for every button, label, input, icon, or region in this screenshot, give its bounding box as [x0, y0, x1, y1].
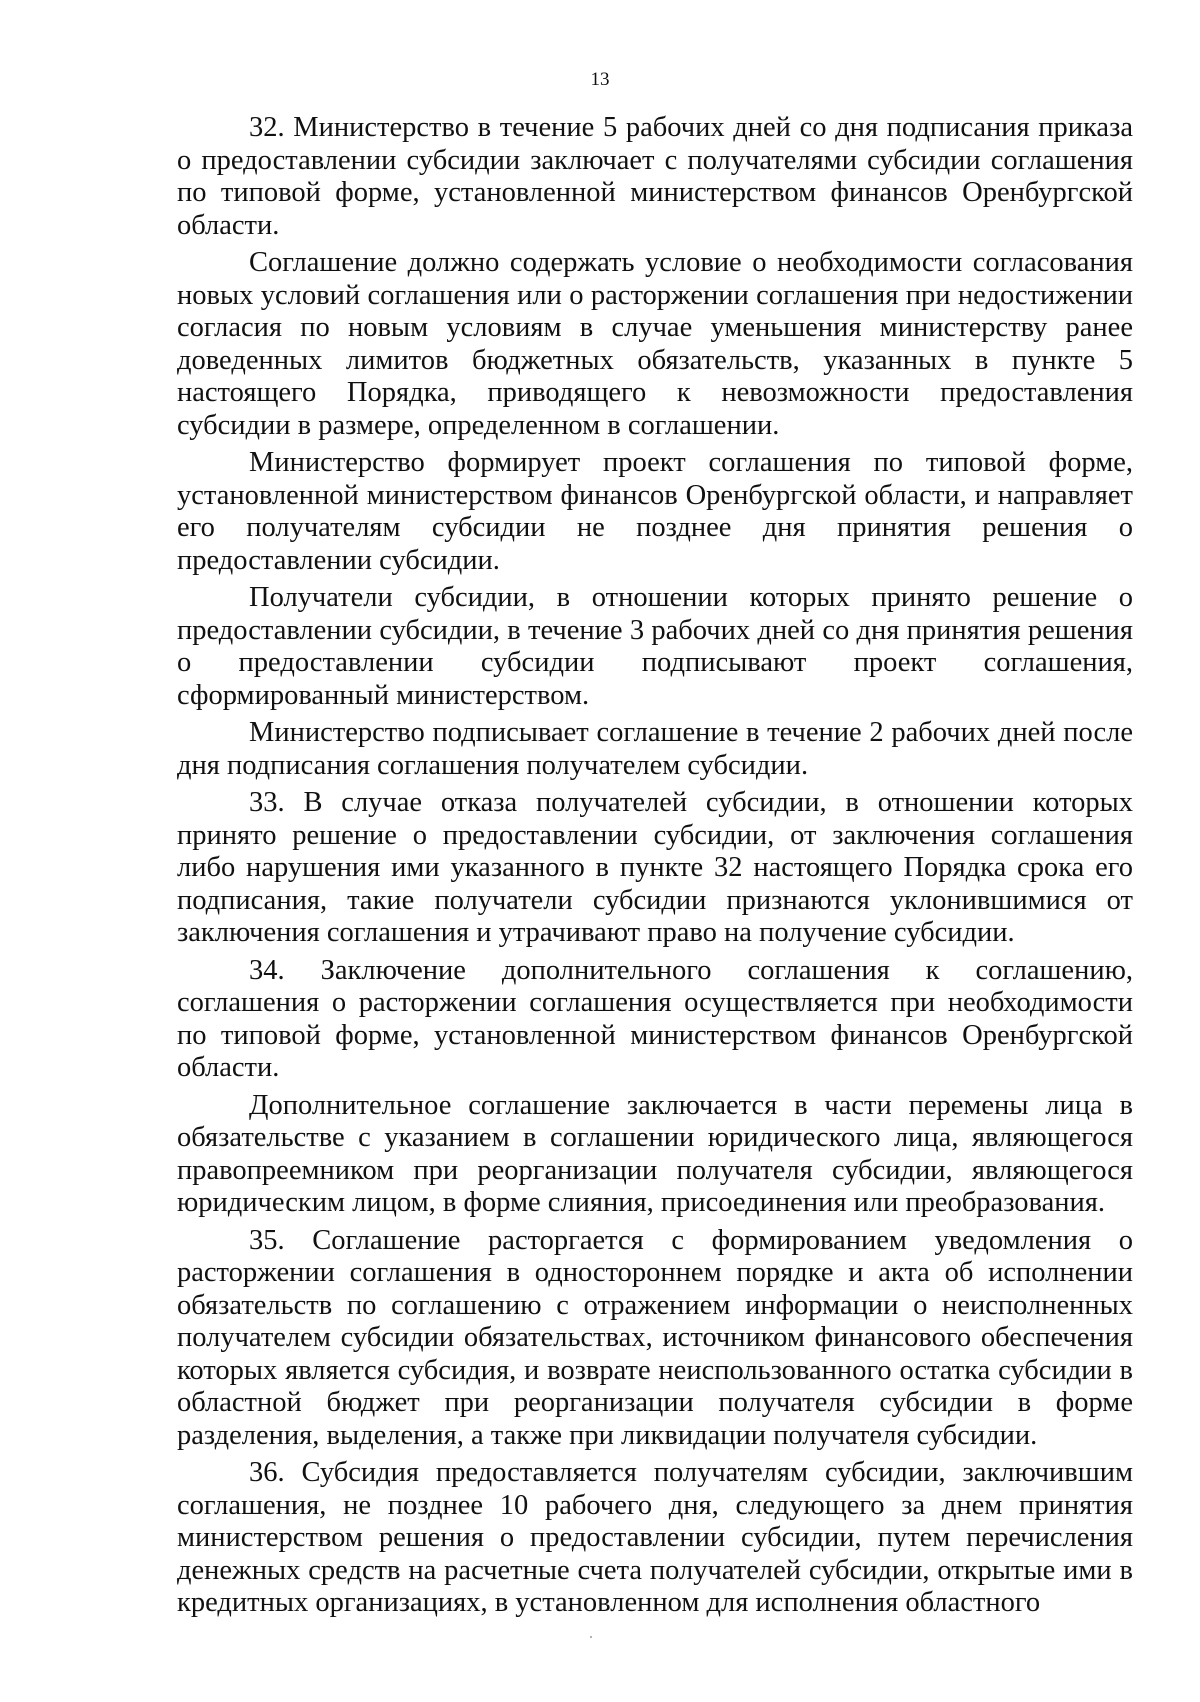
paragraph-32-draft-agreement: Министерство формирует проект соглашения по типовой форме, установленной министерством финансов Оренбургской области, и направляет его получателям субсидии не позднее дня принятия решения о предоставлении субсидии. — [177, 447, 1133, 576]
paragraph-32: 32. Министерство в течение 5 рабочих дней со дня подписания приказа о предоставлении субсидии заключает с получателями субсидии соглашения по типовой форме, установленной министерством финансов Оренбургской области. — [177, 112, 1133, 241]
page-number: 13 — [590, 69, 610, 90]
paragraph-32-recipients-sign: Получатели субсидии, в отношении которых принято решение о предоставлении субсидии, в течение 3 рабочих дней со дня принятия решения о предоставлении субсидии подписывают проект соглашения, сформированный министерством. — [177, 582, 1133, 711]
document-body — [177, 112, 1133, 1625]
paragraph-33: 33. В случае отказа получателей субсидии, в отношении которых принято решение о предоставлении субсидии, от заключения соглашения либо нарушения ими указанного в пункте 32 настоящего Порядка срока его подписания, такие получатели субсидии признаются уклонившимися от заключения соглашения и утрачивают право на получение субсидии. — [177, 787, 1133, 948]
paragraph-36: 36. Субсидия предоставляется получателям субсидии, заключившим соглашения, не позднее 10 рабочего дня, следующего за днем принятия министерством решения о предоставлении субсидии, путем перечисления денежных средств на расчетные счета получателей субсидии, открытые ими в кредитных организациях, в установленном для исполнения областного — [177, 1457, 1133, 1618]
paragraph-32-agreement-conditions: Соглашение должно содержать условие о необходимости согласования новых условий соглашения или о расторжении соглашения при недостижении согласия по новым условиям в случае уменьшения министерству ранее доведенных лимитов бюджетных обязательств, указанных в пункте 5 настоящего Порядка, приводящего к невозможности предоставления субсидии в размере, определенном в соглашении. — [177, 247, 1133, 441]
paragraph-32-ministry-signs: Министерство подписывает соглашение в течение 2 рабочих дней после дня подписания соглашения получателем субсидии. — [177, 717, 1133, 781]
paragraph-35: 35. Соглашение расторгается с формированием уведомления о расторжении соглашения в одностороннем порядке и акта об исполнении обязательств по соглашению с отражением информации о неисполненных получателем субсидии обязательствах, источником финансового обеспечения которых является субсидия, и возврате неиспользованного остатка субсидии в областной бюджет при реорганизации получателя субсидии в форме разделения, выделения, а также при ликвидации получателя субсидии. — [177, 1224, 1133, 1451]
paragraph-34-additional-agreement: Дополнительное соглашение заключается в части перемены лица в обязательстве с указанием в соглашении юридического лица, являющегося правопреемником при реорганизации получателя субсидии, являющегося юридическим лицом, в форме слияния, присоединения или преобразования. — [177, 1089, 1133, 1218]
paragraph-34: 34. Заключение дополнительного соглашения к соглашению, соглашения о расторжении соглашения осуществляется при необходимости по типовой форме, установленной министерством финансов Оренбургской области. — [177, 954, 1133, 1083]
scan-speck — [590, 1636, 592, 1638]
